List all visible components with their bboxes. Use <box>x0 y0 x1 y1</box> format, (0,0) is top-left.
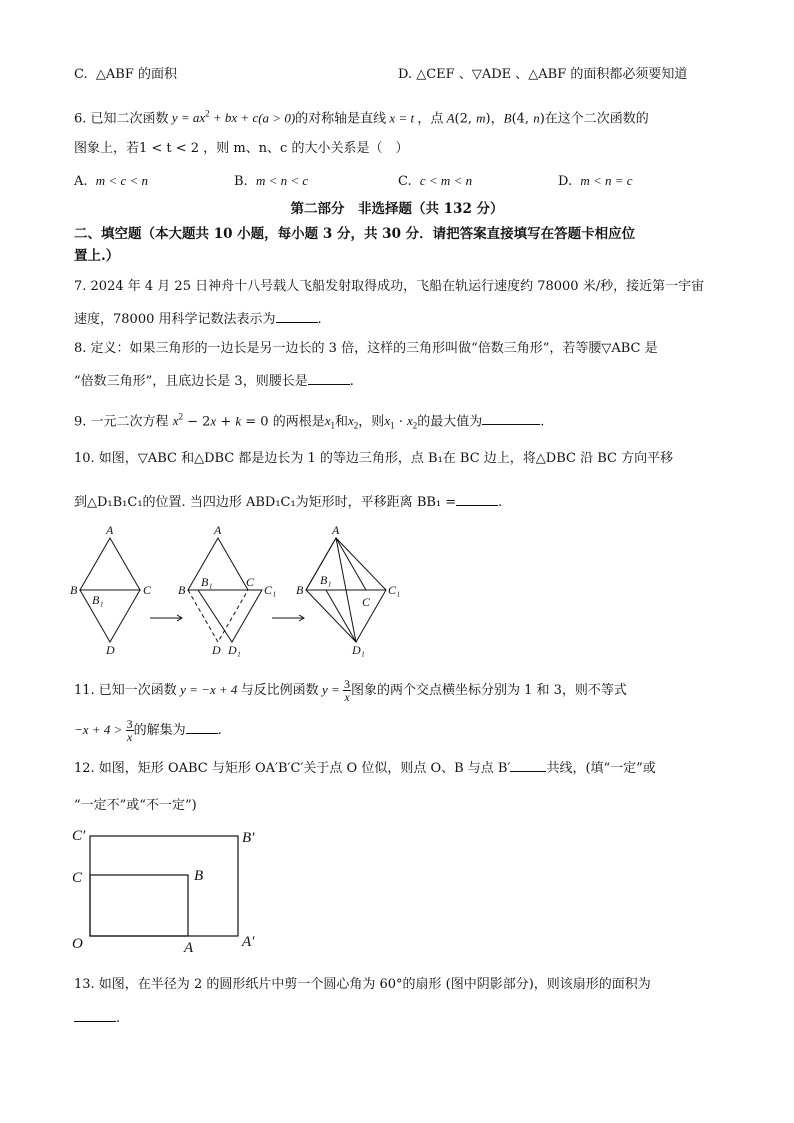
label-b: B <box>194 868 204 884</box>
q8-line1: 8. 定义：如果三角形的一边长是另一边长的 3 倍，这样的三角形叫做“倍数三角形”，若等腰▽ABC 是 <box>74 341 658 356</box>
label-a-1: A <box>106 523 114 537</box>
label-a-2: A <box>214 523 222 537</box>
q13-answer-blank[interactable] <box>74 1008 116 1022</box>
label-d-1: D <box>106 643 115 657</box>
label-c: C <box>72 870 83 886</box>
q6-line2: 图象上，若1 < t < 2 ，则 m、n、c 的大小关系是（ ） <box>74 141 409 156</box>
q10-answer-blank[interactable] <box>456 492 498 506</box>
q6-option-d: D. m < n = c <box>558 173 633 189</box>
triangle-abc-3 <box>306 538 366 590</box>
q12-line2: “一定不”或“不一定”) <box>74 798 197 813</box>
triangle-abc-2 <box>188 538 248 590</box>
label-a-prime: A′ <box>242 934 255 950</box>
label-a: A <box>184 940 194 954</box>
q12-line1: 12. 如图，矩形 OABC 与矩形 OA′B′C′关于点 O 位似，则点 O、B 与点 B′ 共线，(填“一定”或 <box>74 758 656 778</box>
label-b-prime: B′ <box>242 830 255 846</box>
q7-line1: 7. 2024 年 4 月 25 日神舟十八号载人飞船发射取得成功，飞船在轨运行速度约 78000 米/秒，接近第一宇宙 <box>74 279 705 294</box>
label-b1-2: B₁ <box>201 575 213 589</box>
label-c1-3: C₁ <box>388 583 401 597</box>
label-a-3: A <box>332 523 340 537</box>
label-b-2: B <box>178 583 186 597</box>
q13-line1: 13. 如图，在半径为 2 的圆形纸片中剪一个圆心角为 60°的扇形 (图中阴影部分)，则该扇形的面积为 <box>74 977 651 992</box>
q11-line2: −x + 4 > $\frac{3}{x}$ 的解集为 . <box>74 717 222 744</box>
label-d-2: D <box>212 643 221 657</box>
q13-line2: . <box>74 1008 120 1028</box>
q12-figure <box>66 822 276 954</box>
q10-line1: 10. 如图，▽ABC 和△DBC 都是边长为 1 的等边三角形，点 B₁在 BC 边上，将△DBC 沿 BC 方向平移 <box>74 451 674 466</box>
q12-answer-blank[interactable] <box>510 758 546 772</box>
label-b-3: B <box>296 583 304 597</box>
rectangle-oa-prime-b-prime-c-prime <box>90 836 238 936</box>
label-c1-2: C₁ <box>264 583 277 597</box>
label-c-3: C <box>362 595 371 609</box>
q8-line2: “倍数三角形”，且底边长是 3，则腰长是 . <box>74 371 354 391</box>
q6-line1: 6. 已知二次函数 $y = ax^2$ + bx + c(a > 0)的对称轴是直线 x = t ，点 A(2, m)，B(4, n)在这个二次函数的 <box>74 109 649 127</box>
q6-option-c: C. c < m < n <box>398 173 473 189</box>
q11-answer-blank[interactable] <box>186 720 218 734</box>
label-o: O <box>72 936 83 952</box>
q11-line1: 11. 已知一次函数 y = −x + 4 与反比例函数 y = $\frac{3}{x}$ 图象的两个交点横坐标分别为 1 和 3，则不等式 <box>74 677 627 704</box>
q7-answer-blank[interactable] <box>276 309 318 323</box>
label-c-prime: C′ <box>72 828 86 844</box>
q8-answer-blank[interactable] <box>308 371 350 385</box>
q10-figure <box>66 520 406 660</box>
label-d1-2: D₁ <box>228 643 241 657</box>
q10-line2: 到△D₁B₁C₁的位置. 当四边形 ABD₁C₁为矩形时，平移距离 BB₁ = . <box>74 492 502 512</box>
label-b1-3: B₁ <box>320 573 332 587</box>
q7-line2: 速度，78000 用科学记数法表示为 . <box>74 309 322 329</box>
q6-option-a: A. m < c < n <box>74 173 148 189</box>
q9-answer-blank[interactable] <box>482 411 540 425</box>
q6-option-b: B. m < n < c <box>234 173 309 189</box>
q9-line: 9. 一元二次方程 $x^2 - 2x + k = 0$ 的两根是$x_1$和$x_2$，则$x_1 \cdot x_2$的最大值为 . <box>74 412 545 431</box>
section2-title-line1: 二、填空题（本大题共 10 小题，每小题 3 分，共 30 分．请把答案直接填写在答题卡相应位 <box>74 226 636 242</box>
section2-title-line2: 置上.） <box>74 248 120 264</box>
q5-option-c: C. △ABF 的面积 <box>74 67 177 82</box>
label-b1-1: B₁ <box>92 593 104 607</box>
triangle-dbc-dashed <box>188 590 248 642</box>
rectangle-oabc <box>90 875 188 936</box>
label-b-1: B <box>70 583 78 597</box>
triangle-d1b1c1 <box>198 590 262 642</box>
q5-option-d: D. △CEF 、▽ADE 、△ABF 的面积都必须要知道 <box>398 67 688 82</box>
label-c-2: C <box>246 575 255 589</box>
triangle-abc <box>80 538 140 590</box>
part2-title: 第二部分 非选择题（共 132 分） <box>290 201 504 217</box>
label-c-1: C <box>143 583 152 597</box>
label-d1-3: D₁ <box>352 643 365 657</box>
triangle-dbc <box>80 590 140 642</box>
